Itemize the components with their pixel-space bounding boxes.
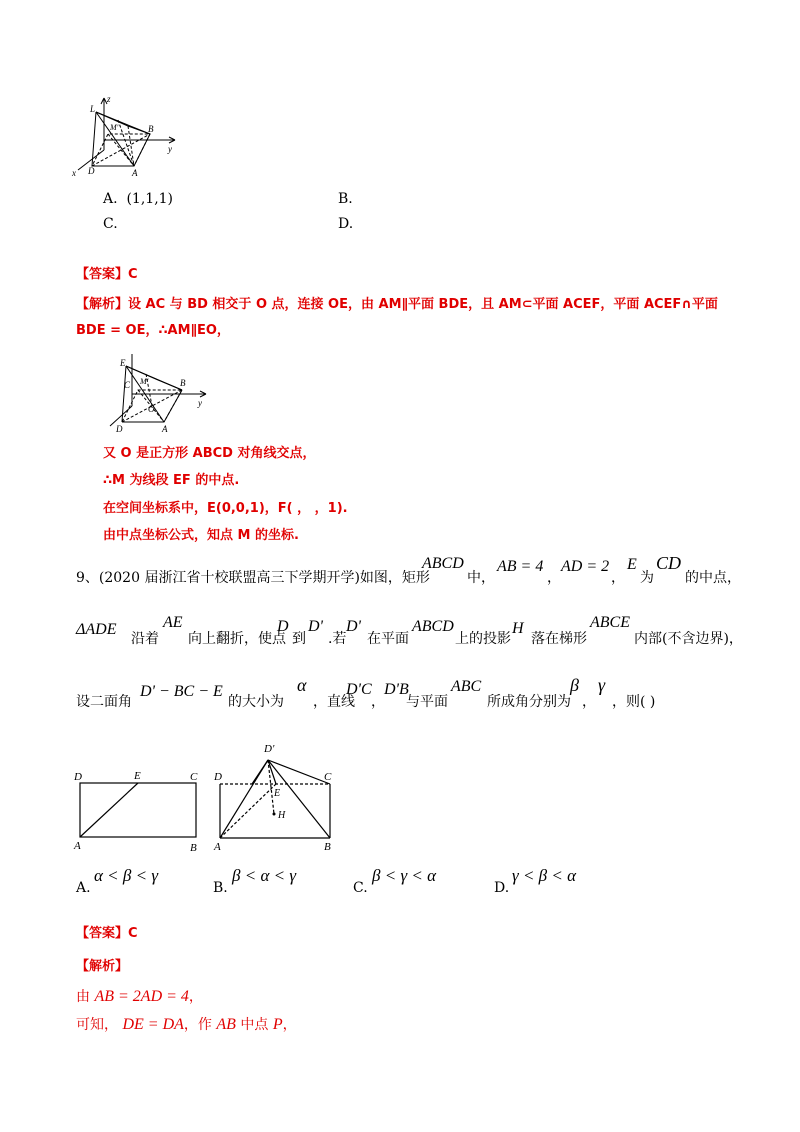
q9-option-d (494, 880, 509, 896)
fig-rect-label-B: B (190, 842, 197, 854)
q9-l2-w8: 内部(不含边界)， (634, 631, 743, 647)
rectangle-figure (70, 765, 210, 855)
option-letter: B. (338, 191, 353, 207)
q9-l3-m5: ABC (451, 678, 482, 695)
q9-l2-w1: 沿着 (131, 631, 159, 647)
fig-top-label-L: L (90, 104, 96, 114)
fig-top-label-B: B (148, 124, 154, 134)
prev-analysis-line6: 由中点坐标公式，知点 M 的坐标. (103, 528, 299, 543)
fig-fold-label-H: H (278, 810, 286, 821)
answer-tag: 【答案】 (76, 926, 129, 941)
q9-l3-w3: ，直线 (313, 694, 355, 710)
analysis-math: DE = DA (122, 1016, 184, 1033)
folded-figure (210, 738, 350, 855)
q9-analysis-tag: 【解析】 (76, 959, 129, 974)
q9-math-AD: AD = 2 (561, 558, 610, 575)
fig-an-label-E: E (120, 358, 126, 368)
q9-l3-m1: D' − BC − E (140, 683, 223, 700)
answer-tag: 【答案】 (76, 267, 129, 282)
q9-line1 (76, 567, 430, 587)
fig-an-label-C: C (124, 380, 131, 390)
option-letter: D. (494, 880, 510, 896)
q9-option-c (353, 880, 368, 896)
q9-word-mid: 的中点， (685, 570, 741, 586)
q9-word-zhong: 中， (467, 570, 495, 586)
analysis-word: 由 (76, 989, 90, 1005)
fig-top-label-z: z (107, 94, 111, 104)
option-letter: B. (213, 880, 228, 896)
q9-option-b-expr: β < α < γ (232, 866, 297, 885)
fig-top-label-x: x (72, 168, 76, 178)
fig-an-label-A: A (162, 424, 168, 434)
analysis-text: 设 AC 与 BD 相交于 O 点，连接 OE，由 AM∥平面 BDE，且 AM⊂平面 ACEF，平面 ACEF∩平面 (128, 297, 718, 312)
fig-fold-label-Dp: D' (264, 743, 275, 755)
fig-rect-label-D: D (74, 771, 82, 783)
q9-l2-m4: D' (308, 618, 323, 635)
q9-l3-m4: D'B (384, 681, 409, 698)
option-letter: A. (76, 880, 91, 896)
prev-analysis-line5: 在空间坐标系中，E(0,0,1)，F( ， ，1). (103, 501, 348, 516)
prev-analysis-line1 (76, 293, 718, 312)
q9-l2-m5: D' (346, 618, 361, 635)
q9-intro: 9、(2020 届浙江省十校联盟高三下学期开学)如图，矩形 (76, 570, 430, 586)
fig-an-label-M: M' (140, 377, 149, 386)
fig-fold-label-E: E (274, 788, 281, 799)
q9-math-CD: CD (656, 553, 682, 573)
fig-rect-label-C: C (190, 771, 198, 783)
q9-l2-m2: AE (163, 614, 183, 631)
prev-option-d (338, 216, 353, 232)
fig-rect-label-A: A (74, 840, 81, 852)
q9-l2-m6: ABCD (412, 618, 454, 635)
prism-figure-analysis (108, 350, 218, 435)
prev-option-b (338, 191, 353, 207)
q9-option-d-expr: γ < β < α (512, 866, 577, 885)
prev-answer (76, 263, 138, 282)
fig-top-label-D: D (88, 166, 95, 176)
analysis-math: AB = 2AD = 4 (94, 988, 189, 1005)
q9-math-ABCD: ABCD (422, 555, 464, 572)
prev-analysis-line2: BDE = OE，∴AM∥EO， (76, 323, 230, 338)
fig-top-label-A: A (132, 168, 138, 178)
analysis-tag: 【解析】 (76, 297, 129, 312)
analysis-word: ， (188, 989, 203, 1005)
q9-option-a (76, 880, 91, 896)
answer-value: C (128, 926, 138, 941)
q9-l2-m7: H (512, 620, 524, 637)
option-value: (1,1,1) (126, 191, 174, 207)
prism-figure-top (70, 90, 180, 180)
q9-l2-w4: .若 (328, 631, 347, 647)
q9-analysis-line2 (76, 1014, 297, 1034)
q9-math-AB: AB = 4 (497, 558, 544, 575)
q9-option-a-expr: α < β < γ (94, 866, 159, 885)
analysis-word: 可知， (76, 1017, 118, 1033)
prev-analysis-line4: ∴M 为线段 EF 的中点. (103, 473, 240, 488)
fig-an-label-B: B (180, 378, 186, 388)
fig-fold-label-C: C (324, 771, 332, 783)
q9-math-E: E (627, 556, 637, 573)
q9-analysis-line1 (76, 986, 203, 1006)
q9-l3-w5: 与平面 (406, 694, 448, 710)
q9-comma1: ， (547, 570, 561, 586)
q9-l2-m8: ABCE (590, 614, 630, 631)
prev-analysis-line3: 又 O 是正方形 ABCD 对角线交点， (103, 446, 316, 461)
analysis-word: 中点 (240, 1017, 269, 1033)
q9-l3-w4: ， (371, 694, 385, 710)
q9-l2-w3: 到 (292, 631, 306, 647)
prev-option-a (103, 191, 173, 207)
q9-l3-m7: γ (598, 675, 606, 695)
q9-l3-w8: ，则( ) (612, 694, 656, 710)
fig-fold-label-D: D (214, 771, 222, 783)
option-letter: D. (338, 216, 354, 232)
analysis-word: ， (282, 1017, 297, 1033)
fig-top-label-y: y (168, 144, 172, 154)
q9-l3-m2: α (297, 675, 307, 695)
q9-l3-w2: 的大小为 (228, 694, 284, 710)
analysis-math: P (272, 1016, 283, 1033)
fig-fold-label-B: B (324, 841, 331, 853)
analysis-word: ，作 (183, 1017, 212, 1033)
q9-word-wei: 为 (640, 570, 654, 586)
q9-l2-w2: 向上翻折，使点 (188, 631, 286, 647)
option-letter: C. (103, 216, 118, 232)
q9-l3-m3: D'C (346, 681, 372, 698)
prev-option-c (103, 216, 118, 232)
option-letter: A. (103, 191, 118, 207)
analysis-math: AB (216, 1016, 236, 1033)
q9-option-b (213, 880, 228, 896)
fig-rect-label-E: E (134, 770, 141, 782)
q9-l2-m1: ΔADE (76, 621, 117, 638)
q9-l3-w7: ， (582, 694, 596, 710)
answer-value: C (128, 267, 138, 282)
fig-fold-label-A: A (214, 841, 221, 853)
fig-top-label-M: M' (110, 123, 119, 132)
option-letter: C. (353, 880, 368, 896)
q9-l3-w1: 设二面角 (76, 694, 132, 710)
q9-l2-m3: D (277, 618, 289, 635)
fig-an-label-D: D (116, 424, 123, 434)
fig-an-label-y: y (198, 398, 202, 408)
q9-l2-w7: 落在梯形 (531, 631, 587, 647)
q9-answer (76, 922, 138, 941)
fig-an-label-O: O (148, 404, 155, 414)
q9-option-c-expr: β < γ < α (372, 866, 437, 885)
q9-l3-m6: β (570, 675, 579, 695)
q9-l2-w6: 上的投影 (455, 631, 511, 647)
q9-l3-w6: 所成角分别为 (487, 694, 571, 710)
q9-comma2: ， (611, 570, 625, 586)
q9-l2-w5: 在平面 (367, 631, 409, 647)
